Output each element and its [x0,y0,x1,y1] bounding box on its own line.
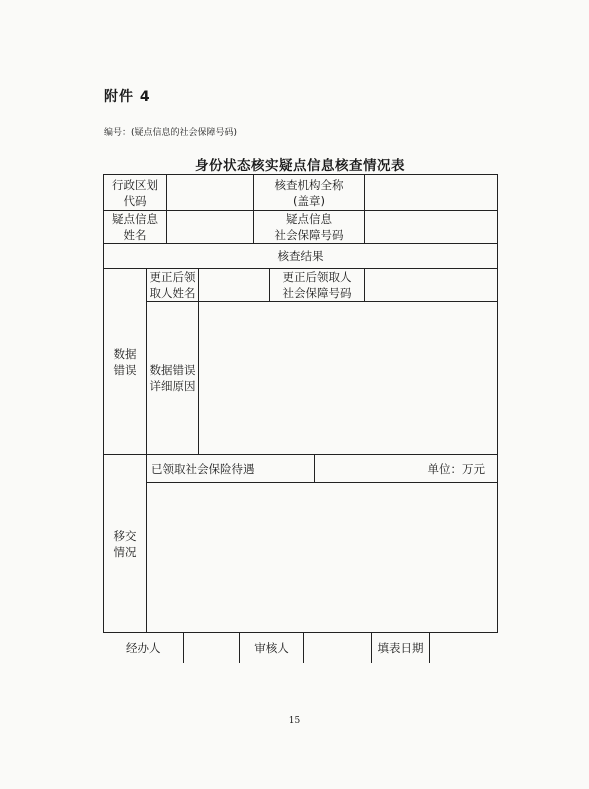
row-benefit [104,455,498,483]
reviewer-label: 审核人 [240,633,304,663]
suspect-ssn-label: 疑点信息 社会保障号码 [254,211,365,244]
row-suspect [104,211,498,244]
fill-date-field[interactable] [430,633,498,663]
suspect-name-label: 疑点信息 姓名 [104,211,167,244]
region-code-field[interactable] [167,175,254,211]
attachment-label: 附件 4 [104,89,151,105]
error-reason-field[interactable] [199,302,498,455]
fill-date-label: 填表日期 [372,633,430,663]
agency-name-field[interactable] [365,175,498,211]
data-error-label: 数据 错误 [104,269,147,455]
handler-field[interactable] [184,633,240,663]
verification-form-table [103,174,498,663]
corrected-name-label: 更正后领 取人姓名 [147,269,199,302]
check-result-header: 核查结果 [104,244,498,269]
suspect-ssn-field[interactable] [365,211,498,244]
corrected-ssn-field[interactable] [365,269,498,302]
row-check-result [104,244,498,269]
row-corrected [104,269,498,302]
form-title: 身份状态核实疑点信息核查情况表 [195,158,405,174]
transfer-detail-field[interactable] [147,483,498,633]
agency-name-label: 核查机构全称 (盖章) [254,175,365,211]
row-signatures [104,633,498,664]
page-number: 15 [288,716,301,726]
unit-label: 单位：万元 [315,455,498,483]
region-code-label: 行政区划 代码 [104,175,167,211]
row-error-reason [104,302,498,455]
corrected-ssn-label: 更正后领取人 社会保障号码 [270,269,365,302]
handler-label: 经办人 [104,633,184,663]
serial-number-label: 编号：(疑点信息的社会保障号码) [104,128,238,138]
corrected-name-field[interactable] [199,269,270,302]
row-transfer-detail [104,483,498,633]
transfer-label: 移交 情况 [104,455,147,633]
reviewer-field[interactable] [304,633,372,663]
received-benefit-label: 已领取社会保险待遇 [147,455,315,483]
error-reason-label: 数据错误 详细原因 [147,302,199,455]
suspect-name-field[interactable] [167,211,254,244]
row-region [104,175,498,211]
